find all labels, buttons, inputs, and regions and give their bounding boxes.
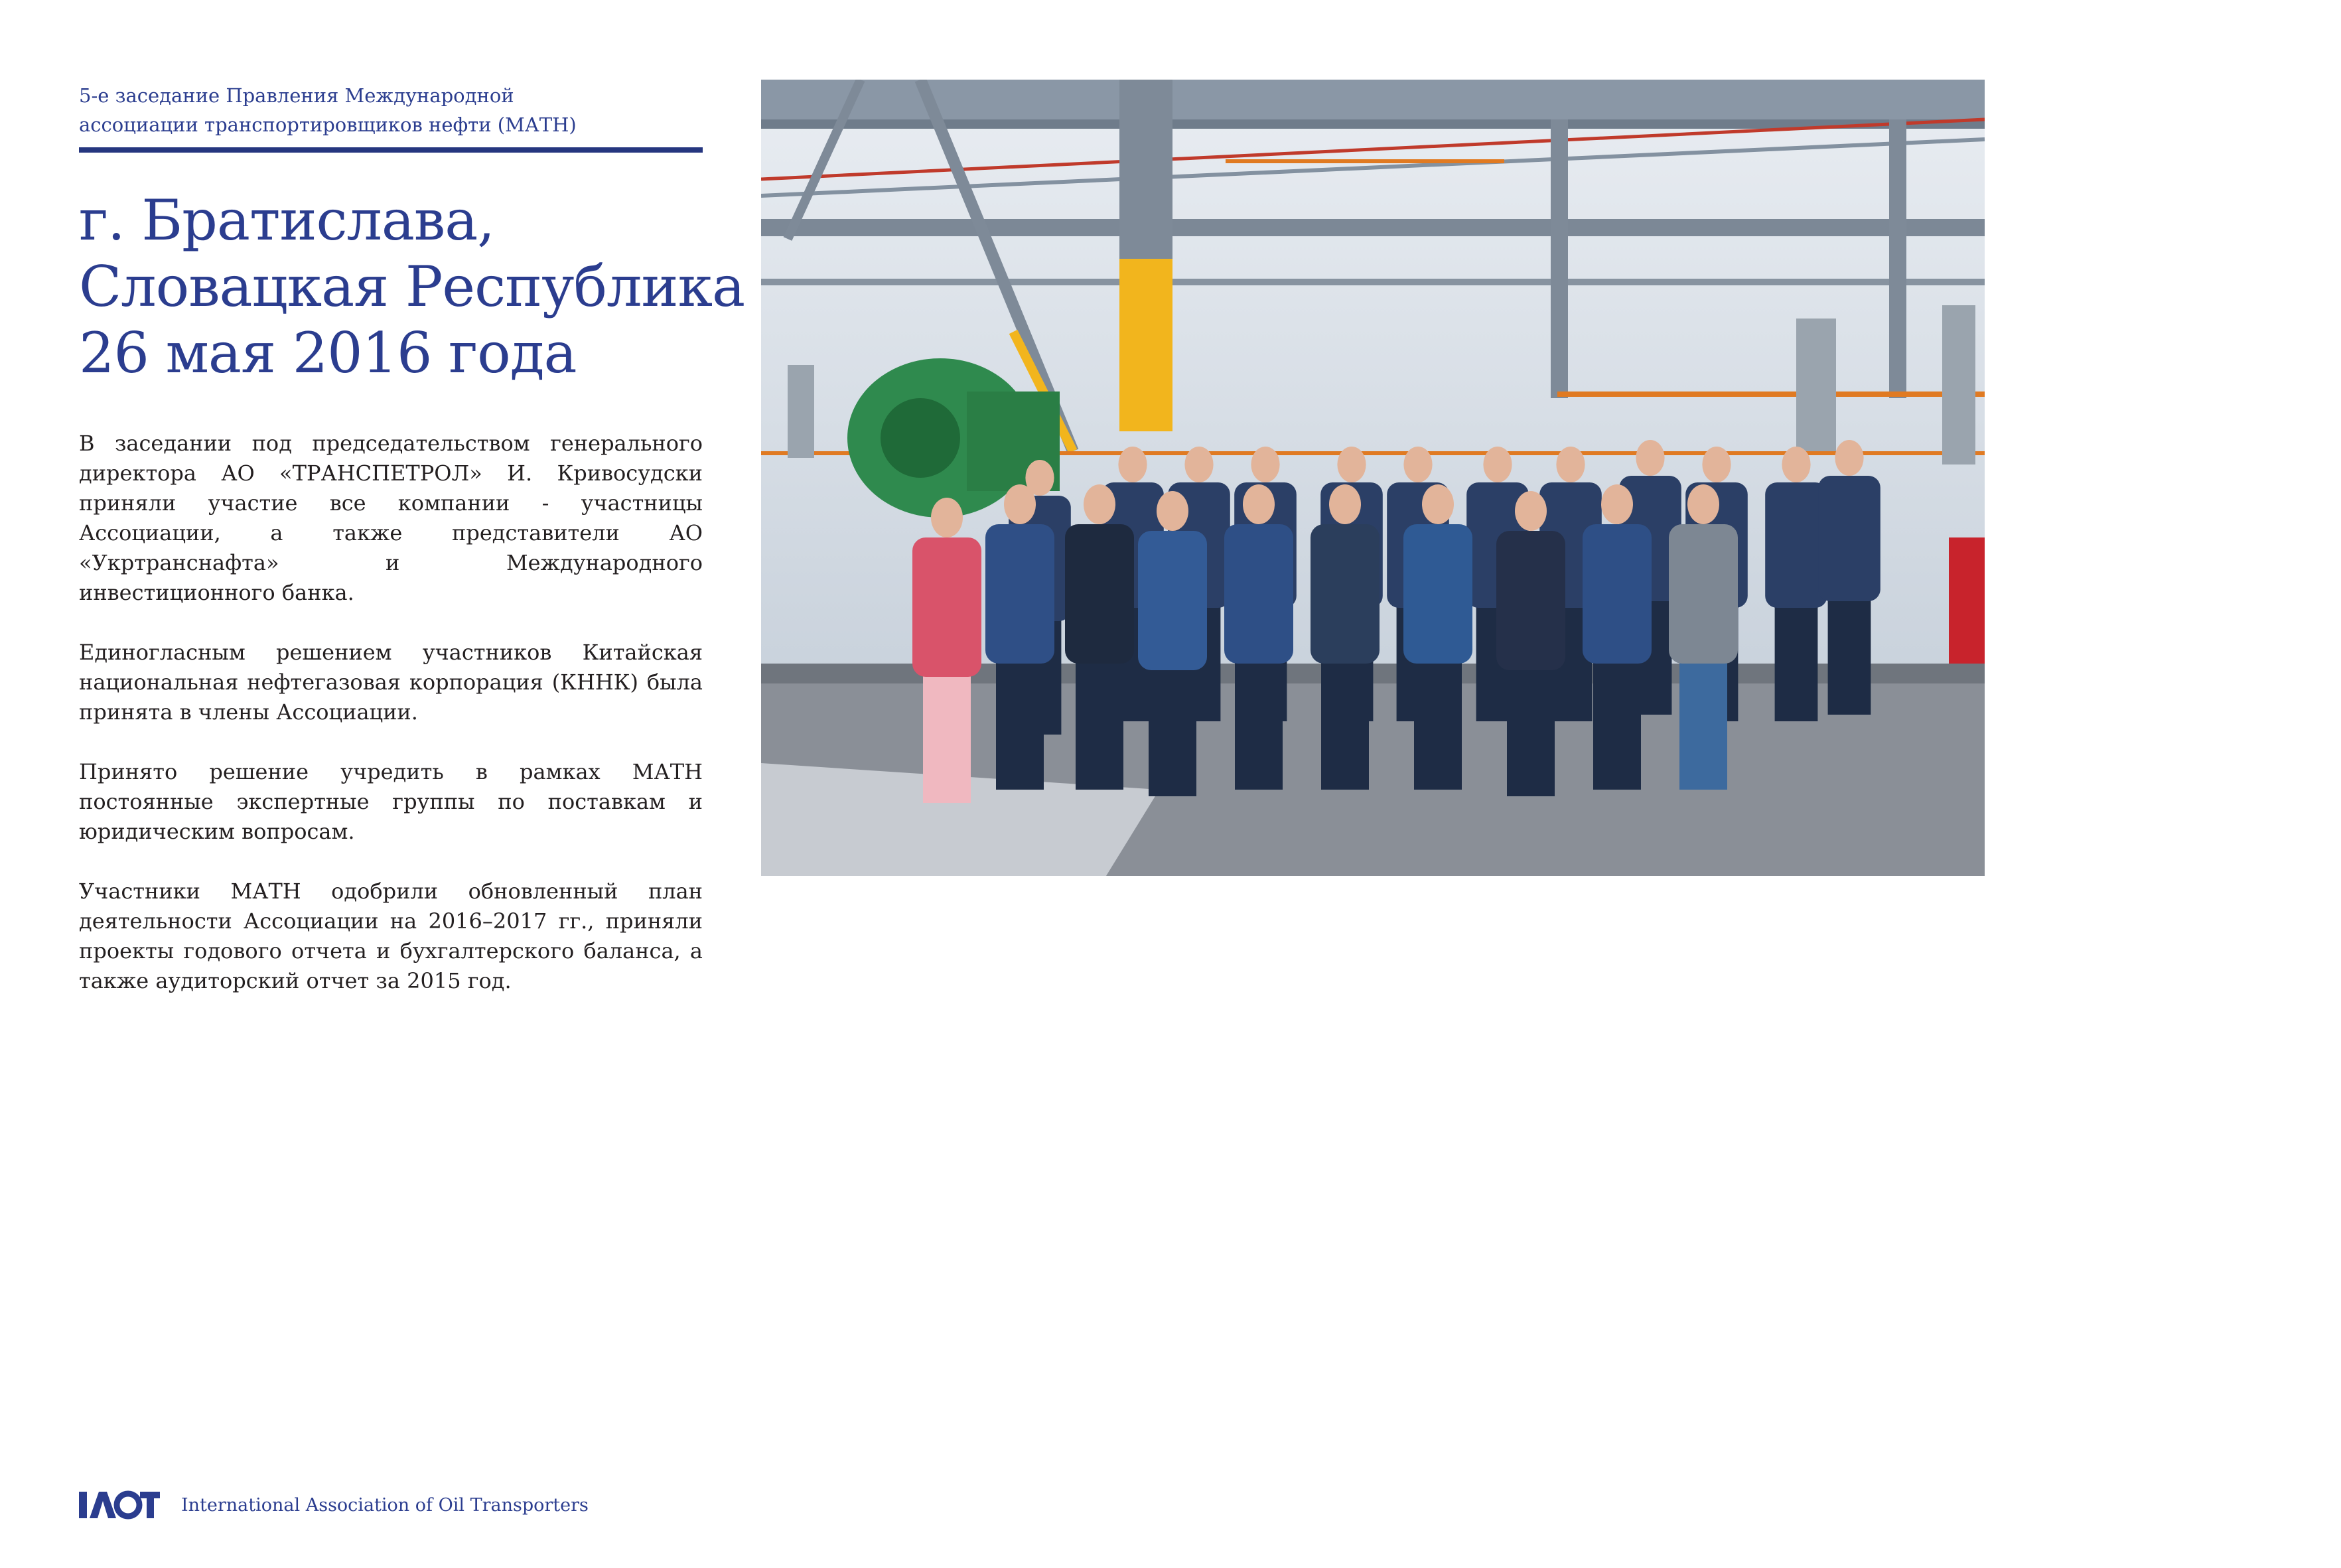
title-line: 26 мая 2016 года [79,321,577,386]
page-title [79,187,745,386]
subtitle-line: ассоциации транспортировщиков нефти (МАТН) [79,113,577,136]
header-divider [79,147,703,153]
text-column [79,81,745,1026]
footer [79,1485,589,1525]
subtitle-line: 5-е заседание Правления Международной [79,84,514,107]
footer-text: International Association of Oil Transporters [181,1494,589,1516]
iaot-logo [79,1490,160,1520]
paragraph: Принято решение учредить в рамках МАТН постоянные экспертные группы по поставкам и юридическим вопросам. [79,759,703,844]
paragraph: Участники МАТН одобрили обновленный план деятельности Ассоциации на 2016–2017 гг., приняли проекты годового отчета и бухгалтерского баланса, а также аудиторский отчет за 2015 год. [79,879,703,993]
title-line: г. Братислава, [79,188,495,253]
group-photo [761,80,1985,876]
title-line: Словацкая Республика [79,254,745,319]
paragraph: Единогласным решением участников Китайская национальная нефтегазовая корпорация (КННК) была принята в члены Ассоциации. [79,640,703,725]
paragraph: В заседании под председательством генерального директора АО «ТРАНСПЕТРОЛ» И. Кривосудски приняли участие все компании - участницы Ассоциации, а также представители АО «Укртранснафта» и Международного инвестиционного банка. [79,431,703,605]
meeting-subtitle [79,81,703,139]
body-text [79,429,703,996]
